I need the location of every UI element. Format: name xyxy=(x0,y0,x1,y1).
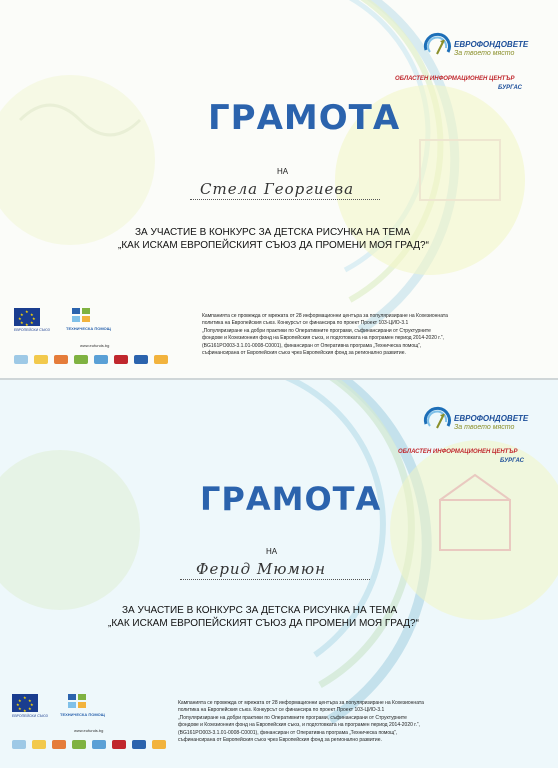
footer-line: (BG161PO003-3.1.01-0008-C0001), финансиран от Оперативна програма „Техническа помощ“, xyxy=(178,729,398,736)
city-label: БУРГАС xyxy=(500,458,524,464)
footer-line: съфинансирана от Европейския съюз чрез Европейския фонд за регионално развитие. xyxy=(178,737,382,744)
program-logo-icon xyxy=(152,740,166,749)
footer-text xyxy=(178,700,542,744)
info-center-label: ОБЛАСТЕН ИНФОРМАЦИОНЕН ЦЕНТЪР xyxy=(395,76,515,82)
program-logo-icon xyxy=(92,740,106,749)
info-center-label: ОБЛАСТЕН ИНФОРМАЦИОНЕН ЦЕНТЪР xyxy=(398,449,518,455)
logo-brand: ЕВРОФОНДОВЕТЕ xyxy=(454,414,529,423)
program-logo-icon xyxy=(132,740,146,749)
heading-line-1: ЗА УЧАСТИЕ В КОНКУРС ЗА ДЕТСКА РИСУНКА НА ТЕМА xyxy=(135,227,411,238)
technical-assistance-icon xyxy=(70,306,92,324)
city-label: БУРГАС xyxy=(498,85,522,91)
logo-subtitle: За твоето място xyxy=(454,424,515,431)
program-logo-icon xyxy=(54,355,68,364)
footer-line: Кампанията се провежда от мрежата от 28 информационни центъра за популяризиране на Кохезионната xyxy=(202,313,448,319)
footer-line: съфинансирана от Европейския съюз чрез Европейския фонд за регионално развитие. xyxy=(202,350,406,357)
program-logo-icon xyxy=(34,355,48,364)
certificate-1 xyxy=(0,0,558,380)
program-logo-icon xyxy=(114,355,128,364)
footer-line: фондове и Кохезионния фонд на Европейския съюз, и подготовката на програмен период 2014-2020 г.“, xyxy=(178,722,420,729)
heading-line-2: „КАК ИСКАМ ЕВРОПЕЙСКИЯТ СЪЮЗ ДА ПРОМЕНИ МОЯ ГРАД?“ xyxy=(108,618,419,629)
program-logo-icon xyxy=(74,355,88,364)
program-logo-icon xyxy=(12,740,26,749)
program-logo-icon xyxy=(94,355,108,364)
logo-brand: ЕВРОФОНДОВЕТЕ xyxy=(454,40,529,49)
swirl-logo-icon xyxy=(420,28,454,62)
heading-line-2: „КАК ИСКАМ ЕВРОПЕЙСКИЯТ СЪЮЗ ДА ПРОМЕНИ МОЯ ГРАД?“ xyxy=(118,240,429,251)
recipient-name: Стела Георгиева xyxy=(200,180,355,198)
technical-assistance-icon xyxy=(66,692,88,710)
program-logo-icon xyxy=(14,355,28,364)
footer-line: политика на Европейския съюз. Конкурсът се финансира по проект Проект 103-ЦИО-3.1 xyxy=(202,320,409,327)
name-underline xyxy=(180,579,370,580)
footer-line: „Популяризиране на добри практики по Оперативните програми, съфинансирани от Структурните xyxy=(178,714,407,721)
tech-assistance-label: ТЕХНИЧЕСКА ПОМОЩ xyxy=(66,326,111,331)
na-label: НА xyxy=(277,167,289,176)
program-logo-icon xyxy=(52,740,66,749)
program-logo-icon xyxy=(72,740,86,749)
certificate-title: ГРАМОТА xyxy=(208,98,401,138)
footer-line: Кампанията се провежда от мрежата от 28 информационни центъра за популяризиране на Кохезионната xyxy=(178,700,424,706)
program-logo-icon xyxy=(32,740,46,749)
footer-line: политика на Европейския съюз. Конкурсът се финансира по проект Проект 103-ЦИО-3.1 xyxy=(178,707,385,714)
footer-text xyxy=(202,313,540,357)
certificate-title: ГРАМОТА xyxy=(200,480,382,518)
program-logo-icon xyxy=(112,740,126,749)
recipient-name: Ферид Мюмюн xyxy=(196,560,326,578)
program-logo-icon xyxy=(134,355,148,364)
swirl-logo-icon xyxy=(420,402,454,436)
certificate-2 xyxy=(0,380,558,768)
program-logo-icon xyxy=(154,355,168,364)
footer-line: фондове и Кохезионния фонд на Европейския съюз, и подготовката на програмен период 2014-2020 г.“, xyxy=(202,335,444,342)
na-label: НА xyxy=(266,547,278,556)
logo-subtitle: За твоето място xyxy=(454,50,515,57)
eufunds-url: www.eufunds.bg xyxy=(74,728,104,733)
eu-label: ЕВРОПЕЙСКИ СЪЮЗ xyxy=(12,714,48,718)
footer-line: „Популяризиране на добри практики по Оперативните програми, съфинансирани от Структурните xyxy=(202,327,431,334)
tech-assistance-label: ТЕХНИЧЕСКА ПОМОЩ xyxy=(60,712,105,717)
name-underline xyxy=(190,199,380,200)
eu-label: ЕВРОПЕЙСКИ СЪЮЗ xyxy=(14,328,50,332)
eu-flag-icon: ★ ★ ★ ★ ★ ★ ★ ★ xyxy=(14,308,40,326)
footer-line: (BG161PO003-3.1.01-0008-C0001), финансиран от Оперативна програма „Техническа помощ“, xyxy=(202,342,422,349)
heading-line-1: ЗА УЧАСТИЕ В КОНКУРС ЗА ДЕТСКА РИСУНКА НА ТЕМА xyxy=(122,605,398,616)
eufunds-url: www.eufunds.bg xyxy=(80,343,110,348)
eu-flag-icon: ★ ★ ★ ★ ★ ★ ★ ★ xyxy=(12,694,38,712)
